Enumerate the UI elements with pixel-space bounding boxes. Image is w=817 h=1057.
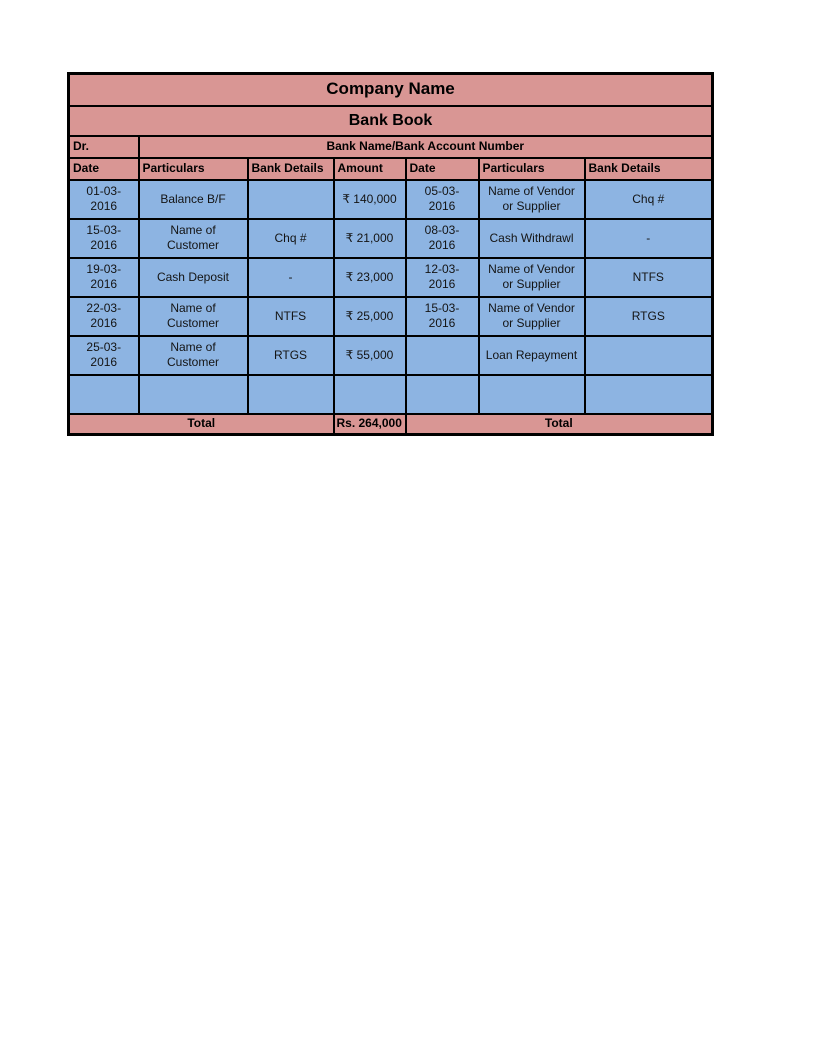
cell-amount (334, 375, 406, 414)
col-header-debit-bank-details: Bank Details (248, 158, 334, 180)
col-header-credit-bank-details: Bank Details (585, 158, 713, 180)
cell-debit-date: 01-03-2016 (69, 180, 139, 219)
cell-debit-particulars (139, 375, 248, 414)
cell-credit-date: 12-03-2016 (406, 258, 479, 297)
bank-book-table (67, 72, 714, 436)
cell-debit-bank-details: RTGS (248, 336, 334, 375)
col-header-debit-particulars: Particulars (139, 158, 248, 180)
company-name-title: Company Name (69, 74, 713, 106)
bank-name-label: Bank Name/Bank Account Number (139, 136, 713, 158)
table-row (69, 180, 713, 219)
cell-debit-particulars: Name of Customer (139, 219, 248, 258)
col-header-credit-particulars: Particulars (479, 158, 585, 180)
dr-header-row (69, 136, 713, 158)
cell-credit-date (406, 336, 479, 375)
cell-credit-particulars: Name of Vendor or Supplier (479, 258, 585, 297)
total-amount: Rs. 264,000 (334, 414, 406, 435)
col-header-amount: Amount (334, 158, 406, 180)
cell-credit-date: 08-03-2016 (406, 219, 479, 258)
cell-credit-bank-details: Chq # (585, 180, 713, 219)
table-row (69, 219, 713, 258)
table-row-empty (69, 375, 713, 414)
cell-debit-bank-details: NTFS (248, 297, 334, 336)
cell-credit-bank-details: NTFS (585, 258, 713, 297)
table-row (69, 297, 713, 336)
cell-credit-particulars: Cash Withdrawl (479, 219, 585, 258)
col-header-credit-date: Date (406, 158, 479, 180)
cell-debit-bank-details (248, 180, 334, 219)
cell-debit-particulars: Name of Customer (139, 336, 248, 375)
cell-amount: ₹ 23,000 (334, 258, 406, 297)
cell-credit-bank-details: RTGS (585, 297, 713, 336)
total-row (69, 414, 713, 435)
column-header-row (69, 158, 713, 180)
table-row (69, 258, 713, 297)
cell-credit-particulars: Name of Vendor or Supplier (479, 297, 585, 336)
dr-label: Dr. (69, 136, 139, 158)
cell-credit-date: 15-03-2016 (406, 297, 479, 336)
bank-book-row (69, 106, 713, 136)
company-name-row (69, 74, 713, 106)
cell-credit-particulars: Loan Repayment (479, 336, 585, 375)
cell-debit-date: 25-03-2016 (69, 336, 139, 375)
cell-credit-date (406, 375, 479, 414)
cell-debit-date (69, 375, 139, 414)
bank-book-title: Bank Book (69, 106, 713, 136)
cell-debit-date: 19-03-2016 (69, 258, 139, 297)
credit-total-label: Total (406, 414, 713, 435)
cell-credit-bank-details (585, 336, 713, 375)
cell-amount: ₹ 25,000 (334, 297, 406, 336)
debit-total-label: Total (69, 414, 334, 435)
cell-credit-particulars (479, 375, 585, 414)
cell-credit-date: 05-03-2016 (406, 180, 479, 219)
cell-credit-bank-details (585, 375, 713, 414)
table-row (69, 336, 713, 375)
cell-credit-particulars: Name of Vendor or Supplier (479, 180, 585, 219)
cell-debit-date: 15-03-2016 (69, 219, 139, 258)
cell-debit-bank-details (248, 375, 334, 414)
cell-amount: ₹ 21,000 (334, 219, 406, 258)
cell-debit-date: 22-03-2016 (69, 297, 139, 336)
cell-amount: ₹ 140,000 (334, 180, 406, 219)
cell-debit-particulars: Name of Customer (139, 297, 248, 336)
cell-amount: ₹ 55,000 (334, 336, 406, 375)
cell-debit-particulars: Balance B/F (139, 180, 248, 219)
col-header-debit-date: Date (69, 158, 139, 180)
cell-debit-bank-details: - (248, 258, 334, 297)
cell-credit-bank-details: - (585, 219, 713, 258)
cell-debit-bank-details: Chq # (248, 219, 334, 258)
cell-debit-particulars: Cash Deposit (139, 258, 248, 297)
